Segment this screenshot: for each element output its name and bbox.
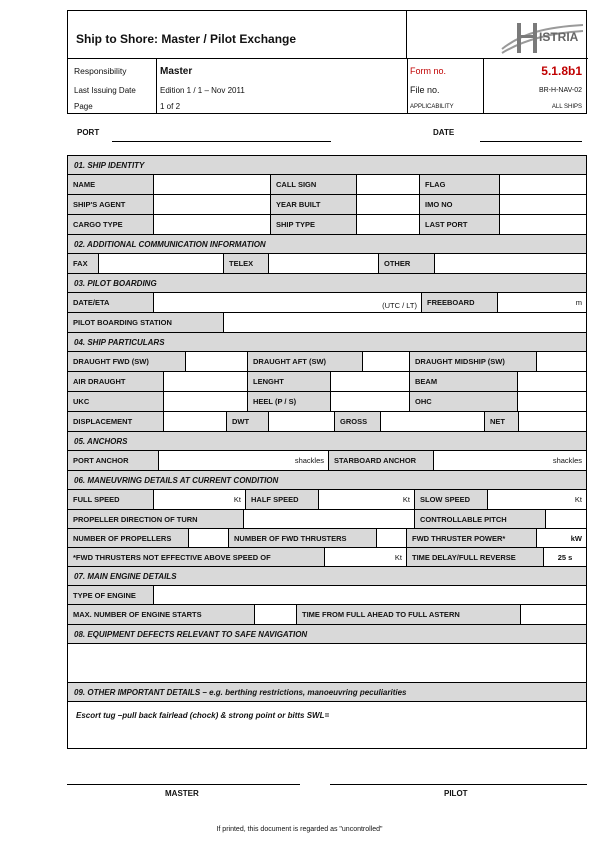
form-table xyxy=(67,155,587,749)
air-draught-field[interactable] xyxy=(163,372,247,391)
boarding-station-label: PILOT BOARDING STATION xyxy=(68,313,223,332)
length-field[interactable] xyxy=(330,372,409,391)
slow-speed-field[interactable] xyxy=(487,490,586,509)
freeboard-unit: m xyxy=(575,298,582,307)
telex-field[interactable] xyxy=(268,254,378,273)
form-title: Ship to Shore: Master / Pilot Exchange xyxy=(68,11,407,59)
applicability-label: APPLICABILITY xyxy=(410,103,454,110)
slow-speed-label: SLOW SPEED xyxy=(414,490,487,509)
freeboard-field[interactable] xyxy=(497,293,586,312)
form-header xyxy=(67,10,587,114)
ohc-label: OHC xyxy=(409,392,517,411)
agent-field[interactable] xyxy=(153,195,270,214)
section-main-engine: 07. MAIN ENGINE DETAILS xyxy=(68,567,586,586)
full-speed-field[interactable] xyxy=(153,490,245,509)
date-field[interactable] xyxy=(480,141,582,142)
half-speed-field[interactable] xyxy=(318,490,414,509)
num-thrusters-field[interactable] xyxy=(376,529,406,547)
applicability-value: ALL SHIPS xyxy=(551,103,582,110)
stbd-anchor-unit: shackles xyxy=(552,456,582,465)
last-issuing-value: Edition 1 / 1 – Nov 2011 xyxy=(160,85,245,95)
heel-field[interactable] xyxy=(330,392,409,411)
year-built-field[interactable] xyxy=(356,195,419,214)
thruster-power-unit: kW xyxy=(570,533,582,543)
form-no-label: Form no. xyxy=(410,66,447,76)
cargo-type-label: CARGO TYPE xyxy=(68,215,153,234)
gross-label: GROSS xyxy=(334,412,380,431)
ukc-field[interactable] xyxy=(163,392,247,411)
name-field[interactable] xyxy=(153,175,270,194)
time-ahead-astern-field[interactable] xyxy=(520,605,586,624)
thruster-power-field[interactable] xyxy=(536,529,586,547)
flag-field[interactable] xyxy=(499,175,586,194)
page-value: 1 of 2 xyxy=(160,102,181,111)
name-label: NAME xyxy=(68,175,153,194)
air-draught-label: AIR DRAUGHT xyxy=(68,372,163,391)
net-field[interactable] xyxy=(518,412,586,431)
escort-tug-note: Escort tug –pull back fairlead (chock) & strong point or bitts SWL= xyxy=(76,710,330,720)
controllable-pitch-field[interactable] xyxy=(545,510,586,528)
beam-field[interactable] xyxy=(517,372,586,391)
pilot-signature-line[interactable] xyxy=(330,784,587,785)
flag-label: FLAG xyxy=(419,175,499,194)
beam-label: BEAM xyxy=(409,372,517,391)
call-sign-label: CALL SIGN xyxy=(270,175,356,194)
company-logo xyxy=(407,11,588,59)
length-label: LENGHT xyxy=(247,372,330,391)
responsibility-label: Responsibility xyxy=(74,66,127,76)
call-sign-field[interactable] xyxy=(356,175,419,194)
max-starts-field[interactable] xyxy=(254,605,296,624)
thruster-note-label: *FWD THRUSTERS NOT EFFECTIVE ABOVE SPEED OF xyxy=(68,548,324,566)
master-signature-label: MASTER xyxy=(165,789,199,798)
draught-aft-field[interactable] xyxy=(362,352,409,371)
prop-dir-label: PROPELLER DIRECTION OF TURN xyxy=(68,510,243,528)
draught-mid-label: DRAUGHT MIDSHIP (SW) xyxy=(409,352,536,371)
equipment-defects-field[interactable] xyxy=(68,644,586,683)
controllable-pitch-label: CONTROLLABLE PITCH xyxy=(414,510,545,528)
section-equipment-defects: 08. EQUIPMENT DEFECTS RELEVANT TO SAFE NAVIGATION xyxy=(68,625,586,644)
port-field[interactable] xyxy=(112,141,331,142)
half-speed-label: HALF SPEED xyxy=(245,490,318,509)
stbd-anchor-field[interactable] xyxy=(433,451,586,470)
draught-mid-field[interactable] xyxy=(536,352,586,371)
port-anchor-unit: shackles xyxy=(294,456,324,465)
heel-label: HEEL (P / S) xyxy=(247,392,330,411)
displacement-label: DISPLACEMENT xyxy=(68,412,163,431)
stbd-anchor-label: STARBOARD ANCHOR xyxy=(328,451,433,470)
thruster-speed-unit: Kt xyxy=(394,552,402,562)
date-label: DATE xyxy=(433,128,455,137)
engine-type-label: TYPE OF ENGINE xyxy=(68,586,153,604)
master-signature-line[interactable] xyxy=(67,784,300,785)
agent-label: SHIP'S AGENT xyxy=(68,195,153,214)
boarding-station-field[interactable] xyxy=(223,313,586,332)
section-pilot-boarding: 03. PILOT BOARDING xyxy=(68,274,586,293)
gross-field[interactable] xyxy=(380,412,484,431)
time-delay-field[interactable]: 25 s xyxy=(543,548,586,566)
num-props-label: NUMBER OF PROPELLERS xyxy=(68,529,188,547)
section-ship-identity: 01. SHIP IDENTITY xyxy=(68,156,586,175)
draught-aft-label: DRAUGHT AFT (SW) xyxy=(247,352,362,371)
full-speed-unit: Kt xyxy=(233,495,241,504)
ship-type-field[interactable] xyxy=(356,215,419,234)
year-built-label: YEAR BUILT xyxy=(270,195,356,214)
thruster-speed-field[interactable] xyxy=(324,548,406,566)
dwt-label: DWT xyxy=(226,412,268,431)
port-label: PORT xyxy=(77,128,100,137)
thruster-power-label: FWD THRUSTER POWER* xyxy=(406,529,536,547)
section-other-details: 09. OTHER IMPORTANT DETAILS – e.g. berthing restrictions, manoeuvring peculiarities xyxy=(68,683,586,702)
time-delay-label: TIME DELAY/FULL REVERSE xyxy=(406,548,543,566)
full-speed-label: FULL SPEED xyxy=(68,490,153,509)
fax-label: FAX xyxy=(68,254,98,273)
form-no-value: 5.1.8b1 xyxy=(541,64,582,78)
page-label: Page xyxy=(74,102,93,111)
imo-field[interactable] xyxy=(499,195,586,214)
last-issuing-label: Last Issuing Date xyxy=(74,85,136,95)
file-no-value: BR-H-NAV-02 xyxy=(538,86,582,94)
date-eta-label: DATE/ETA xyxy=(68,293,153,312)
other-label: OTHER xyxy=(378,254,434,273)
section-anchors: 05. ANCHORS xyxy=(68,432,586,451)
last-port-label: LAST PORT xyxy=(419,215,499,234)
imo-label: IMO NO xyxy=(419,195,499,214)
slow-speed-unit: Kt xyxy=(574,495,582,504)
dwt-field[interactable] xyxy=(268,412,334,431)
engine-type-field[interactable] xyxy=(153,586,586,604)
footer-note: If printed, this document is regarded as "uncontrolled" xyxy=(216,826,383,833)
ukc-label: UKC xyxy=(68,392,163,411)
other-details-field[interactable] xyxy=(68,702,586,748)
port-anchor-field[interactable] xyxy=(158,451,328,470)
responsibility-value: Master xyxy=(160,65,193,77)
ship-type-label: SHIP TYPE xyxy=(270,215,356,234)
logo-text: ISTRIA xyxy=(539,30,579,44)
draught-fwd-label: DRAUGHT FWD (SW) xyxy=(68,352,185,371)
section-communication: 02. ADDITIONAL COMMUNICATION INFORMATION xyxy=(68,235,586,254)
time-ahead-astern-label: TIME FROM FULL AHEAD TO FULL ASTERN xyxy=(296,605,520,624)
telex-label: TELEX xyxy=(223,254,268,273)
other-field[interactable] xyxy=(434,254,586,273)
num-thrusters-label: NUMBER OF FWD THRUSTERS xyxy=(228,529,376,547)
pilot-signature-label: PILOT xyxy=(444,789,468,798)
half-speed-unit: Kt xyxy=(402,495,410,504)
displacement-field[interactable] xyxy=(163,412,226,431)
net-label: NET xyxy=(484,412,518,431)
section-ship-particulars: 04. SHIP PARTICULARS xyxy=(68,333,586,352)
date-eta-field[interactable] xyxy=(153,293,421,312)
last-port-field[interactable] xyxy=(499,215,586,234)
section-maneuvring: 06. MANEUVRING DETAILS AT CURRENT CONDITION xyxy=(68,471,586,490)
port-anchor-label: PORT ANCHOR xyxy=(68,451,158,470)
prop-dir-field[interactable] xyxy=(243,510,414,528)
ohc-field[interactable] xyxy=(517,392,586,411)
max-starts-label: MAX. NUMBER OF ENGINE STARTS xyxy=(68,605,254,624)
draught-fwd-field[interactable] xyxy=(185,352,247,371)
cargo-type-field[interactable] xyxy=(153,215,270,234)
fax-field[interactable] xyxy=(98,254,223,273)
file-no-label: File no. xyxy=(410,85,440,95)
utc-lt-unit: (UTC / LT) xyxy=(382,301,417,310)
num-props-field[interactable] xyxy=(188,529,228,547)
freeboard-label: FREEBOARD xyxy=(421,293,497,312)
